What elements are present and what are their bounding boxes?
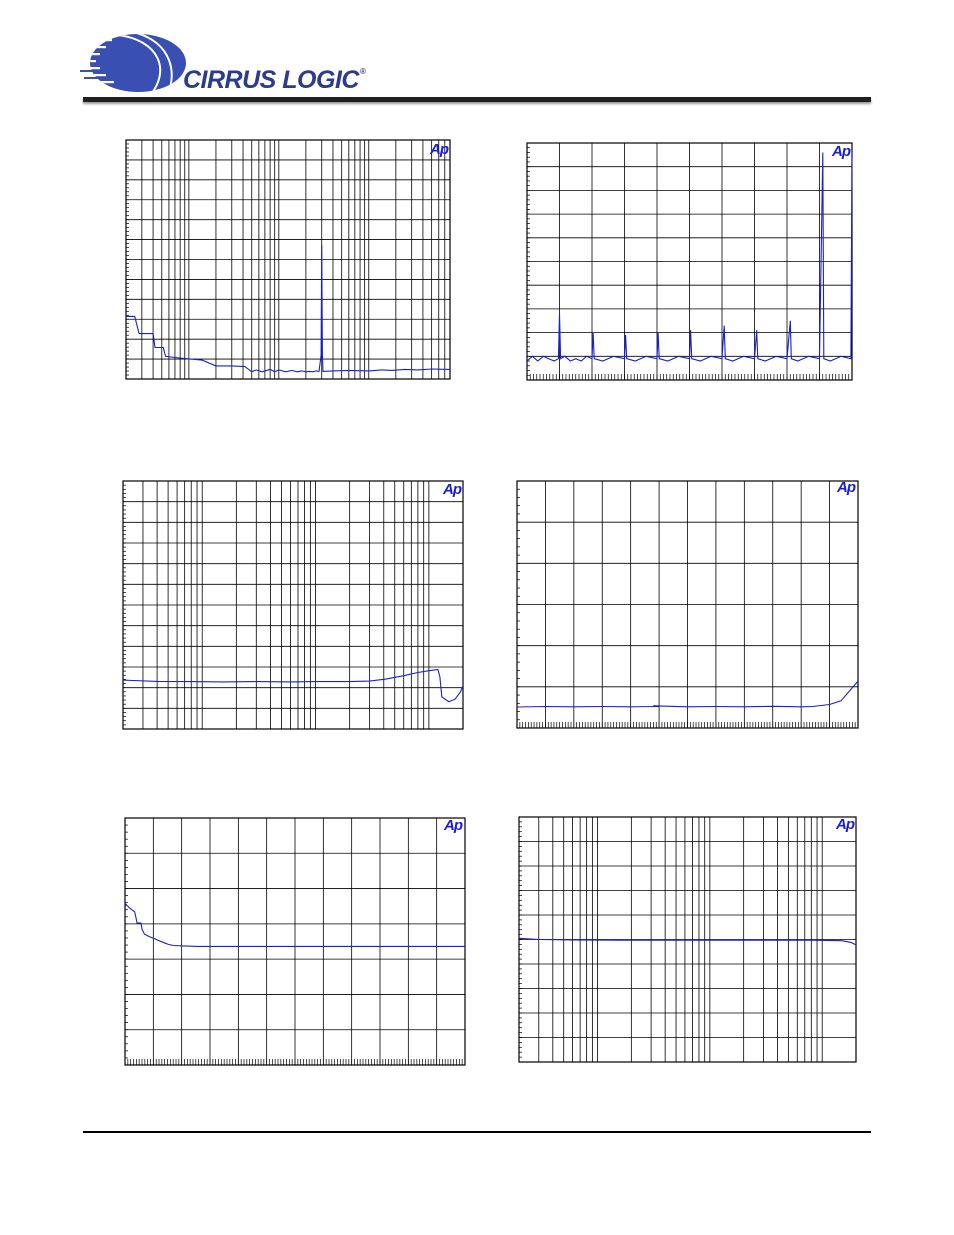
ap-badge-1: Ap [430,141,448,158]
ap-badge-4: Ap [837,479,855,496]
trademark-symbol: ® [359,67,366,76]
footer-rule [83,1131,871,1133]
ap-badge-5: Ap [444,817,462,834]
ap-badge-2: Ap [832,143,850,160]
ap-badge-6: Ap [836,816,854,833]
ap-badge-3: Ap [443,481,461,498]
brand-name: CIRRUS LOGIC® [183,66,366,94]
